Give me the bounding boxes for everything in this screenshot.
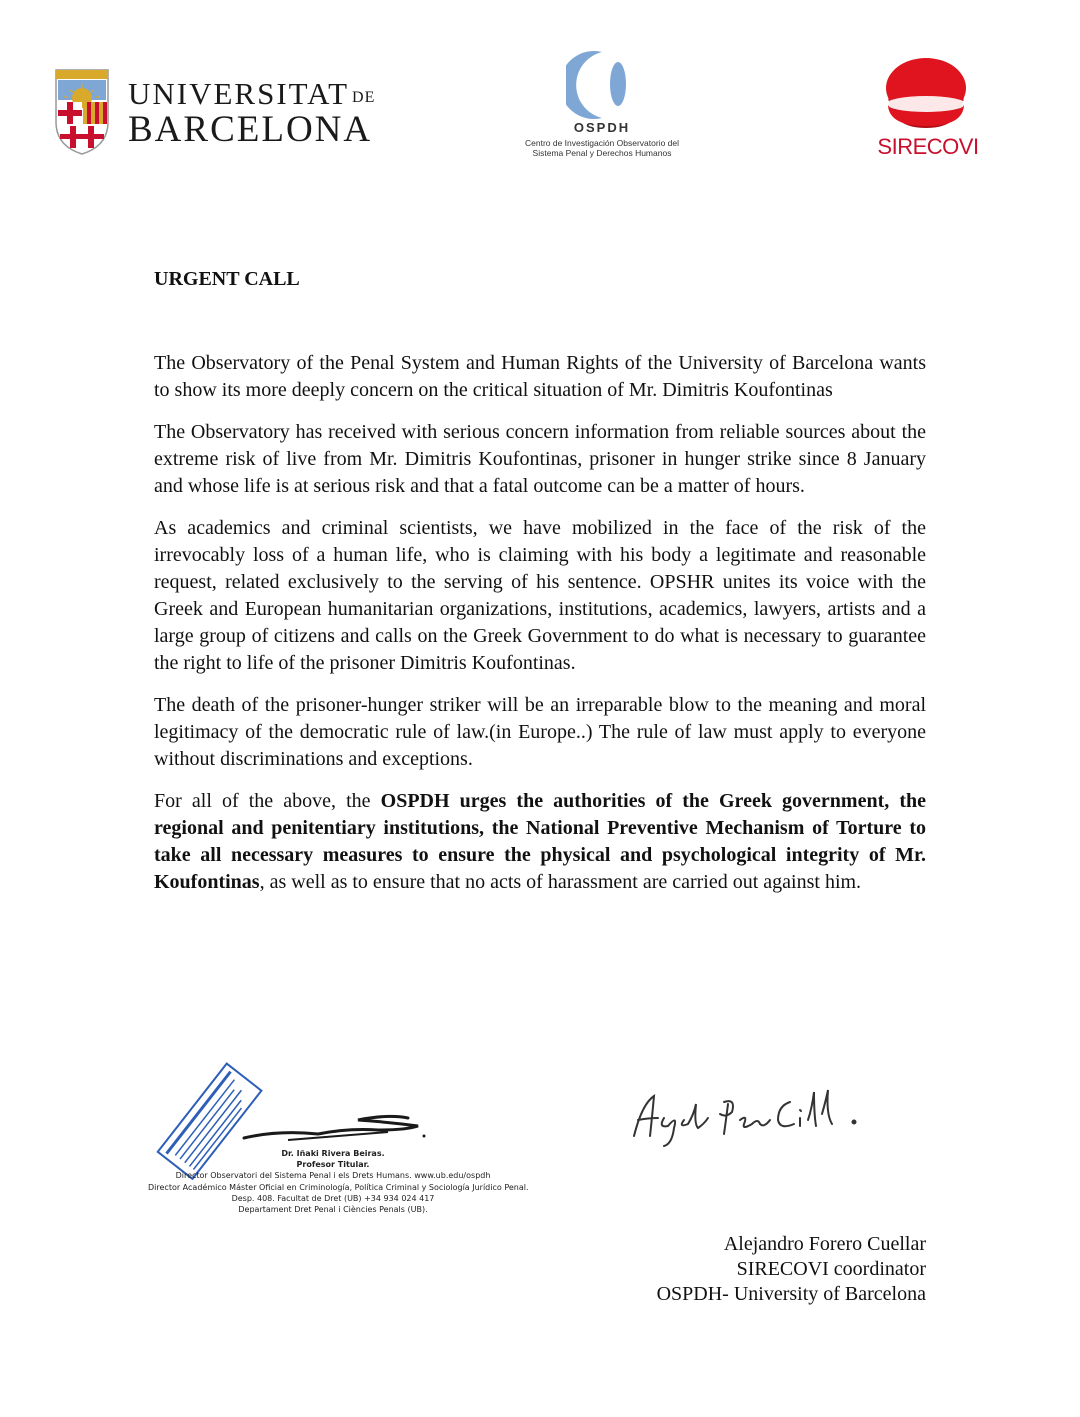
sirecovi-logo [872, 56, 984, 162]
left-signatory-name: Dr. Iñaki Rivera Beiras. [281, 1149, 385, 1158]
paragraph-3: As academics and criminal scientists, we have mobilized in the face of the risk of the irrevocably loss of a human life, who is claiming with his body a legitimate and reasonable request, related exclusively to the serving of his sentence. OPSHR unites its voice with the Greek and European humanitarian organizations, institutions, academics, lawyers, artists and a large group of citizens and calls on the Greek Government to do what is necessary to guarantee the right to life of the prisoner Dimitris Koufontinas. [154, 517, 926, 674]
left-signatory-line4: Director Académico Máster Oficial en Criminología, Política Criminal y Sociología Jurídico Penal. [148, 1183, 529, 1192]
handwritten-signature-left-icon [238, 1100, 438, 1150]
ospdh-subtitle-line1: Centro de Investigación Observatorio del [524, 138, 680, 148]
ospdh-subtitle-line2: Sistema Penal y Derechos Humanos [532, 148, 672, 158]
right-signature-block [580, 1232, 926, 1307]
right-signatory-organization: OSPDH- University of Barcelona [656, 1283, 926, 1305]
left-signatory-line6: Departament Dret Penal i Ciències Penals (UB). [238, 1205, 428, 1214]
left-signatory-title: Profesor Titular. [296, 1160, 370, 1169]
paragraph-1: The Observatory of the Penal System and Human Rights of the University of Barcelona wants to show its more deeply concern on the critical situation of Mr. Dimitris Koufontinas [154, 352, 926, 401]
sirecovi-name: SIRECOVI [877, 134, 979, 159]
ospdh-logo [514, 50, 690, 162]
right-signatory-role: SIRECOVI coordinator [736, 1258, 926, 1280]
letter-heading: URGENT CALL [154, 268, 300, 290]
left-signatory-line5: Desp. 408. Facultat de Dret (UB) +34 934 024 417 [231, 1194, 435, 1203]
sirecovi-button-icon [880, 56, 972, 132]
left-signatory-line3: Director Observatori del Sistema Penal i els Drets Humans. www.ub.edu/ospdh [175, 1171, 491, 1180]
letter-body [154, 350, 926, 911]
handwritten-signature-right-icon [628, 1084, 878, 1148]
ub-wordmark-line2: BARCELONA [128, 109, 373, 150]
ospdh-name: OSPDH [573, 120, 631, 135]
paragraph-2: The Observatory has received with serious concern information from reliable sources about the extreme risk of live from Mr. Dimitris Koufontinas, prisoner in hunger strike since 8 January and whose life is at serious risk and that a fatal outcome can be a matter of hours. [154, 421, 926, 497]
ospdh-moon-icon [566, 50, 638, 120]
paragraph-4: The death of the prisoner-hunger striker will be an irreparable blow to the meaning and moral legitimacy of the democratic rule of law.(in Europe..) The rule of law must apply to everyone without discriminations and exceptions. [154, 694, 926, 770]
paragraph-5 [154, 788, 926, 896]
ub-crest-icon [52, 64, 112, 156]
paragraph-5-intro: For all of the above, the [154, 790, 381, 812]
paragraph-5-outro: , as well as to ensure that no acts of harassment are carried out against him. [259, 871, 862, 893]
left-signature-block [148, 1060, 529, 1220]
right-signatory-name: Alejandro Forero Cuellar [723, 1233, 926, 1255]
university-of-barcelona-logo [52, 64, 392, 156]
paragraph-5-bold: OSPDH urges the authorities of the Greek government, the regional and penitentiary institutions, the National Preventive Mechanism of Torture to take all necessary measures to ensure the physical and psychological integrity of Mr. Koufontinas [154, 790, 927, 893]
ub-wordmark-line1: UNIVERSITAT DE [128, 76, 376, 111]
